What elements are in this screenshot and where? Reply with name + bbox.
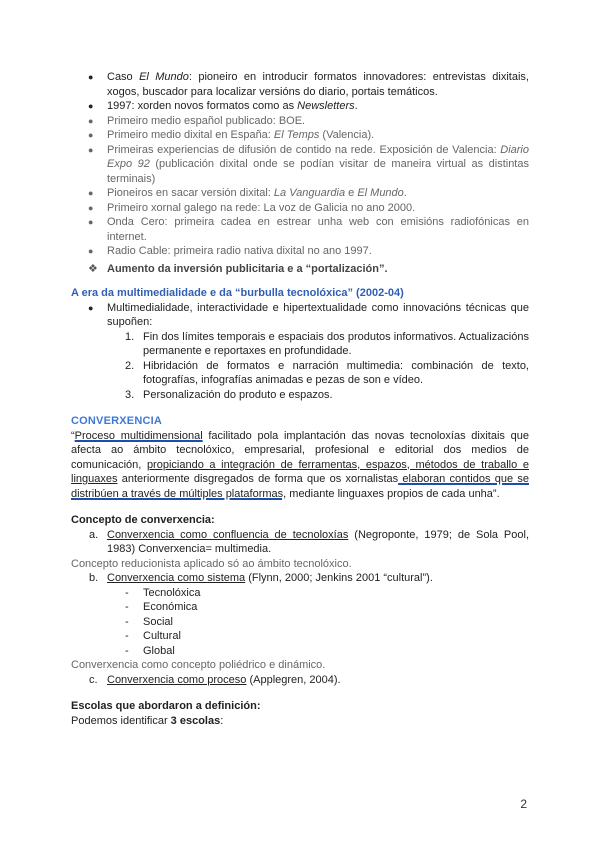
list-item: ● Radio Cable: primeira radio nativa dixital no ano 1997.	[88, 245, 372, 257]
converxencia-heading: CONVERXENCIA	[71, 415, 163, 427]
bullet-icon: ●	[88, 202, 94, 213]
list-item: ● Primeiras experiencias de difusión de contido na rede. Exposición de Valencia: Diario Expo 92 (publicación dixital onde se podían visitar de maneira virtual as distintas terminais)	[88, 143, 529, 185]
dash-bullet: -	[125, 586, 129, 599]
bullet-icon: ●	[88, 130, 94, 140]
list-item: - Cultural	[125, 630, 181, 642]
numbered-item: 1. Fin dos límites temporais e espaciais dos produtos informativos. Actualizacións permanente e reportaxes en profundidade.	[125, 330, 529, 357]
concept-item-a: a. Converxencia como confluencia de tecnoloxías (Negroponte, 1979; de Sola Pool, 1983) Converxencia= multimedia.	[89, 528, 529, 555]
schools-text: Podemos identificar 3 escolas:	[71, 714, 224, 727]
section-heading: A era da multimedialidade e da “burbulla tecnolóxica” (2002-04)	[71, 287, 404, 299]
item-letter: b.	[89, 572, 99, 584]
page-content	[71, 70, 529, 728]
item-letter: a.	[89, 528, 99, 541]
list-item: - Económica	[125, 601, 198, 613]
list-item: ● Multimedialidade, interactividade e hipertextualidade como innovacións técnicas que supoñen:	[88, 301, 529, 328]
bullet-icon: ●	[88, 246, 94, 256]
list-item: ● Pioneiros en sacar versión dixital: La Vanguardia e El Mundo.	[88, 187, 407, 199]
item-number: 2.	[125, 359, 135, 372]
list-item: ● Primeiro xornal galego na rede: La voz de Galicia no ano 2000.	[88, 201, 416, 214]
diamond-bullet-icon: ❖	[88, 262, 98, 275]
dash-bullet: -	[125, 601, 129, 613]
item-number: 1.	[125, 330, 135, 343]
item-letter: c.	[89, 673, 98, 686]
dash-list	[71, 586, 529, 659]
numbered-item: 2. Hibridación de formatos e narración multimedia: combinación de texto, fotografías, infografías animadas e pezas de son e vídeo.	[125, 359, 529, 386]
bullet-icon: ●	[88, 144, 94, 155]
concept-note: Concepto reducionista aplicado só ao ámbito tecnolóxico.	[71, 557, 352, 570]
definition-quote: “Proceso multidimensional facilitado pola implantación das novas tecnoloxías dixitais que afecta ao ámbito tecnolóxico, empresarial, profesional e editorial dos medios de comunicación, propiciando a integración de ferramentas, espazos, métodos de traballo e linguaxes anteriormente disgregados de forma que os xornalistas elaboran contidos que se distribúen a través de múltiples plataformas, mediante linguaxes propios de cada unha”.	[71, 429, 529, 500]
dash-bullet: -	[125, 630, 129, 642]
item-number: 3.	[125, 388, 135, 401]
top-bullet-list	[71, 70, 529, 259]
page-number: 2	[520, 797, 527, 811]
list-item: - Tecnolóxica	[125, 586, 201, 599]
list-item: ● Caso El Mundo: pioneiro en introducir formatos innovadores: entrevistas dixitais, xogos, buscador para localizar versións do diario, portais temáticos.	[88, 71, 529, 98]
bullet-icon: ●	[88, 72, 94, 82]
list-item: ● Primeiro medio español publicado: BOE.	[88, 114, 306, 127]
bullet-icon: ●	[88, 217, 94, 227]
concept-item-c: c. Converxencia como proceso (Applegren, 2004).	[89, 673, 341, 686]
bullet-icon: ●	[88, 101, 94, 111]
concept-item-b: b. Converxencia como sistema (Flynn, 2000; Jenkins 2001 “cultural”).	[89, 572, 433, 584]
bullet-icon: ●	[88, 188, 94, 198]
dash-bullet: -	[125, 615, 129, 628]
concept-note: Converxencia como concepto poliédrico e dinámico.	[71, 659, 326, 671]
list-item: ● 1997: xorden novos formatos como as Newsletters.	[88, 100, 358, 112]
list-item: ● Onda Cero: primeira cadea en estrear unha web con emisións radiofónicas en internet.	[88, 216, 529, 243]
list-item: - Social	[125, 615, 173, 628]
numbered-list	[71, 330, 529, 403]
schools-heading: Escolas que abordaron a definición:	[71, 700, 261, 712]
list-item: ● Primeiro medio dixital en España: El Temps (Valencia).	[88, 129, 375, 141]
diamond-item: ❖ Aumento da inversión publicitaria e a “portalización”.	[88, 262, 388, 275]
concept-heading: Concepto de converxencia:	[71, 514, 215, 526]
bullet-icon: ●	[88, 115, 94, 126]
numbered-item: 3. Personalización do produto e espazos.	[125, 388, 333, 401]
bullet-icon: ●	[88, 302, 94, 313]
dash-bullet: -	[125, 644, 129, 657]
list-item: - Global	[125, 644, 175, 657]
